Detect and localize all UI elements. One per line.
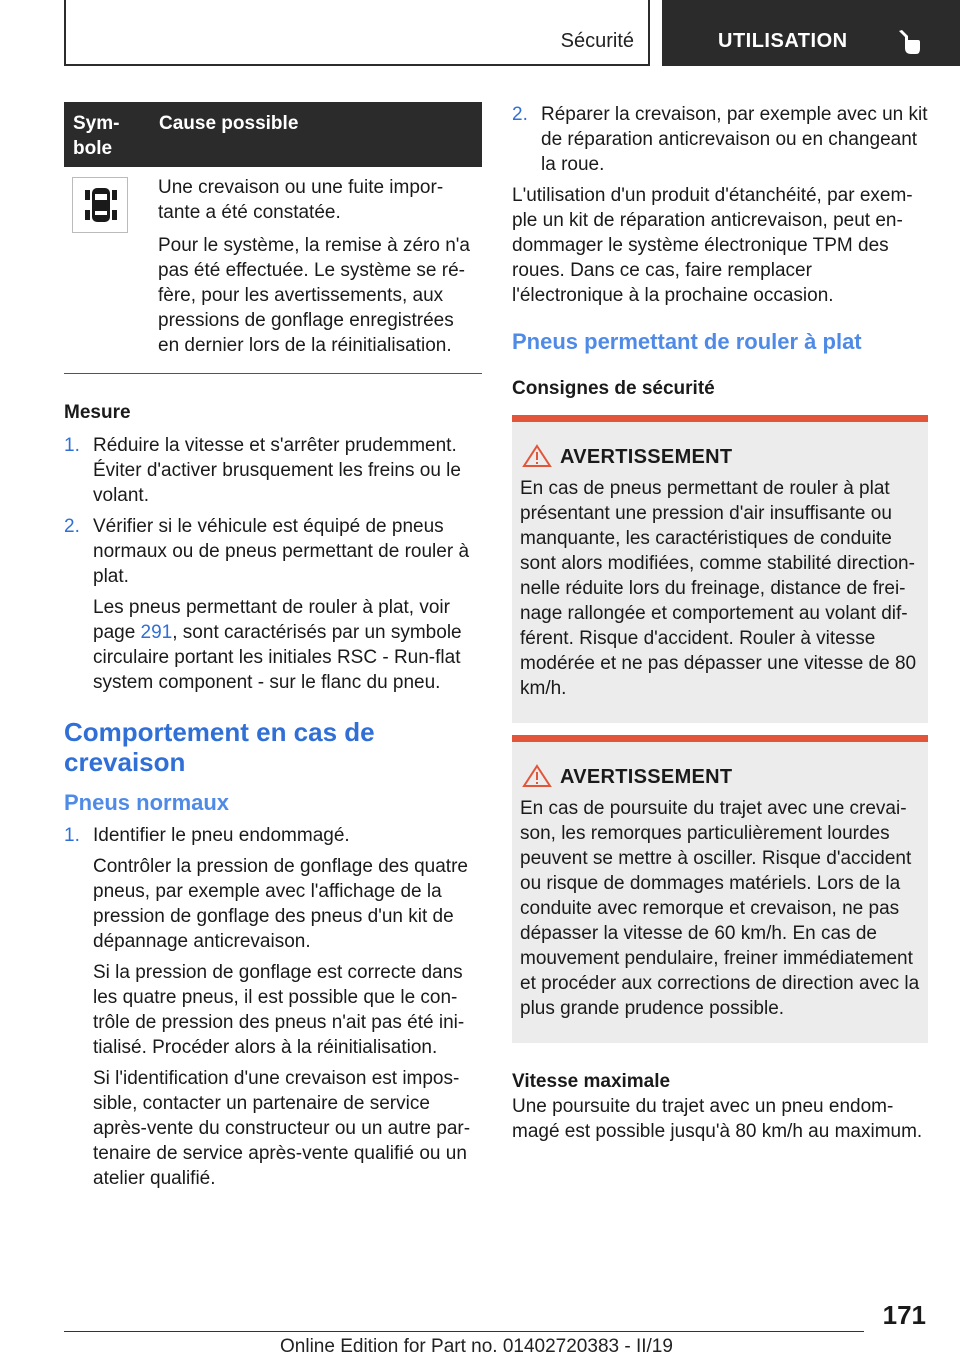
comportement-heading: Comportement en cas de crevaison: [64, 717, 375, 777]
page-link[interactable]: 291: [140, 622, 173, 643]
car-tire-icon: [72, 177, 128, 233]
pointing-hand-icon: [896, 28, 922, 56]
pneus-normaux-heading: Pneus normaux: [64, 790, 230, 815]
warning-triangle-icon: [522, 444, 552, 468]
warning-text: En cas de poursuite du trajet avec une crevai-son, les remorques particulièrement lourdes peuvent se mettre à osciller. Risque d'accident ou risque de dommages matériels. Lors de la conduite avec remorque et crevaison, ne pas dépasser la vitesse de 60 km/h. En cas de mouvement pendulaire, freiner immédiatement et procéder aux corrections de direction avec la plus grande prudence possible.: [520, 798, 920, 1019]
list-item: [64, 514, 482, 695]
cause-text-2: Pour le système, la remise à zéro n'a pas été effectuée. Le système se ré-fère, pour les avertissements, aux pressions de gonflage enregistrées en dernier lors de la réinitialisation.: [158, 235, 470, 356]
step-number: 1.: [64, 435, 80, 456]
step-paragraph: Si la pression de gonflage est correcte dans les quatre pneus, il est possible que le con-trôle de pression des pneus n'ait pas été ini-tialisé. Procéder alors à la réinitialisation.: [93, 962, 465, 1058]
warning-title: AVERTISSEMENT: [520, 764, 920, 790]
step-paragraph: Contrôler la pression de gonflage des quatre pneus, par exemple avec l'affichage de la pression de gonflage des pneus d'un kit de dépannage anticrevaison.: [93, 856, 468, 952]
step-text: Réduire la vitesse et s'arrêter prudemment. Éviter d'activer brusquement les freins ou le volant.: [93, 435, 461, 506]
footer-edition: Online Edition for Part no. 01402720383 - II/19: [280, 1336, 673, 1357]
table-row: [64, 167, 482, 374]
step-number: 1.: [64, 825, 80, 846]
table-header-symbol: Sym- bole: [64, 102, 150, 167]
step-paragraph: Si l'identification d'une crevaison est impos-sible, contacter un partenaire de service après-vente du constructeur ou un autre par-tenaire de service après-vente qualifié ou un atelier qualifié.: [93, 1068, 471, 1189]
list-item: [512, 102, 928, 177]
warning-title: AVERTISSEMENT: [520, 444, 920, 470]
step-text: Identifier le pneu endommagé.: [93, 825, 350, 846]
consignes-heading: Consignes de sécurité: [512, 378, 715, 399]
table-header-cause: Cause possible: [150, 102, 482, 167]
mesure-steps: [64, 433, 482, 695]
header-section-label: Sécurité: [560, 30, 634, 52]
header-chapter-box: [662, 0, 960, 66]
warning-triangle-icon: [522, 764, 552, 788]
list-item: [64, 433, 482, 508]
tpm-paragraph: L'utilisation d'un produit d'étanchéité, par exem-ple un kit de réparation anticrevaison, peut en-dommager le système électronique TPM des roues. Dans ce cas, faire remplacer l'électronique à la prochaine occasion.: [512, 185, 913, 306]
header-section-box: [64, 0, 650, 66]
left-column: [64, 102, 482, 1191]
page-number: 171: [882, 1300, 926, 1330]
list-item: [64, 823, 482, 1191]
vitesse-text: Une poursuite du trajet avec un pneu endom-magé est possible jusqu'à 80 km/h au maximum.: [512, 1096, 923, 1142]
vitesse-heading: Vitesse maximale: [512, 1071, 671, 1092]
step-number: 2.: [64, 516, 80, 537]
runflat-heading: Pneus permettant de rouler à plat: [512, 329, 862, 354]
warning-box: [512, 735, 928, 1043]
symbol-table: [64, 102, 482, 374]
table-cell-symbol: [64, 167, 150, 374]
step-number: 2.: [512, 104, 528, 125]
mesure-heading: Mesure: [64, 402, 131, 423]
step-note: Les pneus permettant de rouler à plat, voir page 291, sont caractérisés par un symbole circulaire portant les initiales RSC - Run-flat system component - sur le flanc du pneu.: [93, 597, 462, 693]
right-column: [512, 102, 928, 1144]
header-chapter-label: UTILISATION: [718, 30, 848, 52]
table-cell-cause: [150, 167, 482, 374]
warning-box: [512, 415, 928, 723]
repair-steps: [512, 102, 928, 177]
comportement-steps: [64, 823, 482, 1191]
step-text: Réparer la crevaison, par exemple avec un kit de réparation anticrevaison ou en changeant la roue.: [541, 104, 928, 175]
warning-text: En cas de pneus permettant de rouler à plat présentant une pression d'air insuffisante ou manquante, les caractéristiques de conduite sont alors modifiées, comme stabilité direction-nelle réduite lors du freinage, distance de frei-nage rallongée et comportement au volant dif-férent. Risque d'accident. Rouler à vitesse modérée et ne pas dépasser une vitesse de 80 km/h.: [520, 478, 917, 699]
footer-divider: [64, 1331, 864, 1332]
step-text: Vérifier si le véhicule est équipé de pneus normaux ou de pneus permettant de rouler à plat.: [93, 516, 470, 587]
cause-text-1: Une crevaison ou une fuite impor-tante a été constatée.: [158, 177, 444, 223]
